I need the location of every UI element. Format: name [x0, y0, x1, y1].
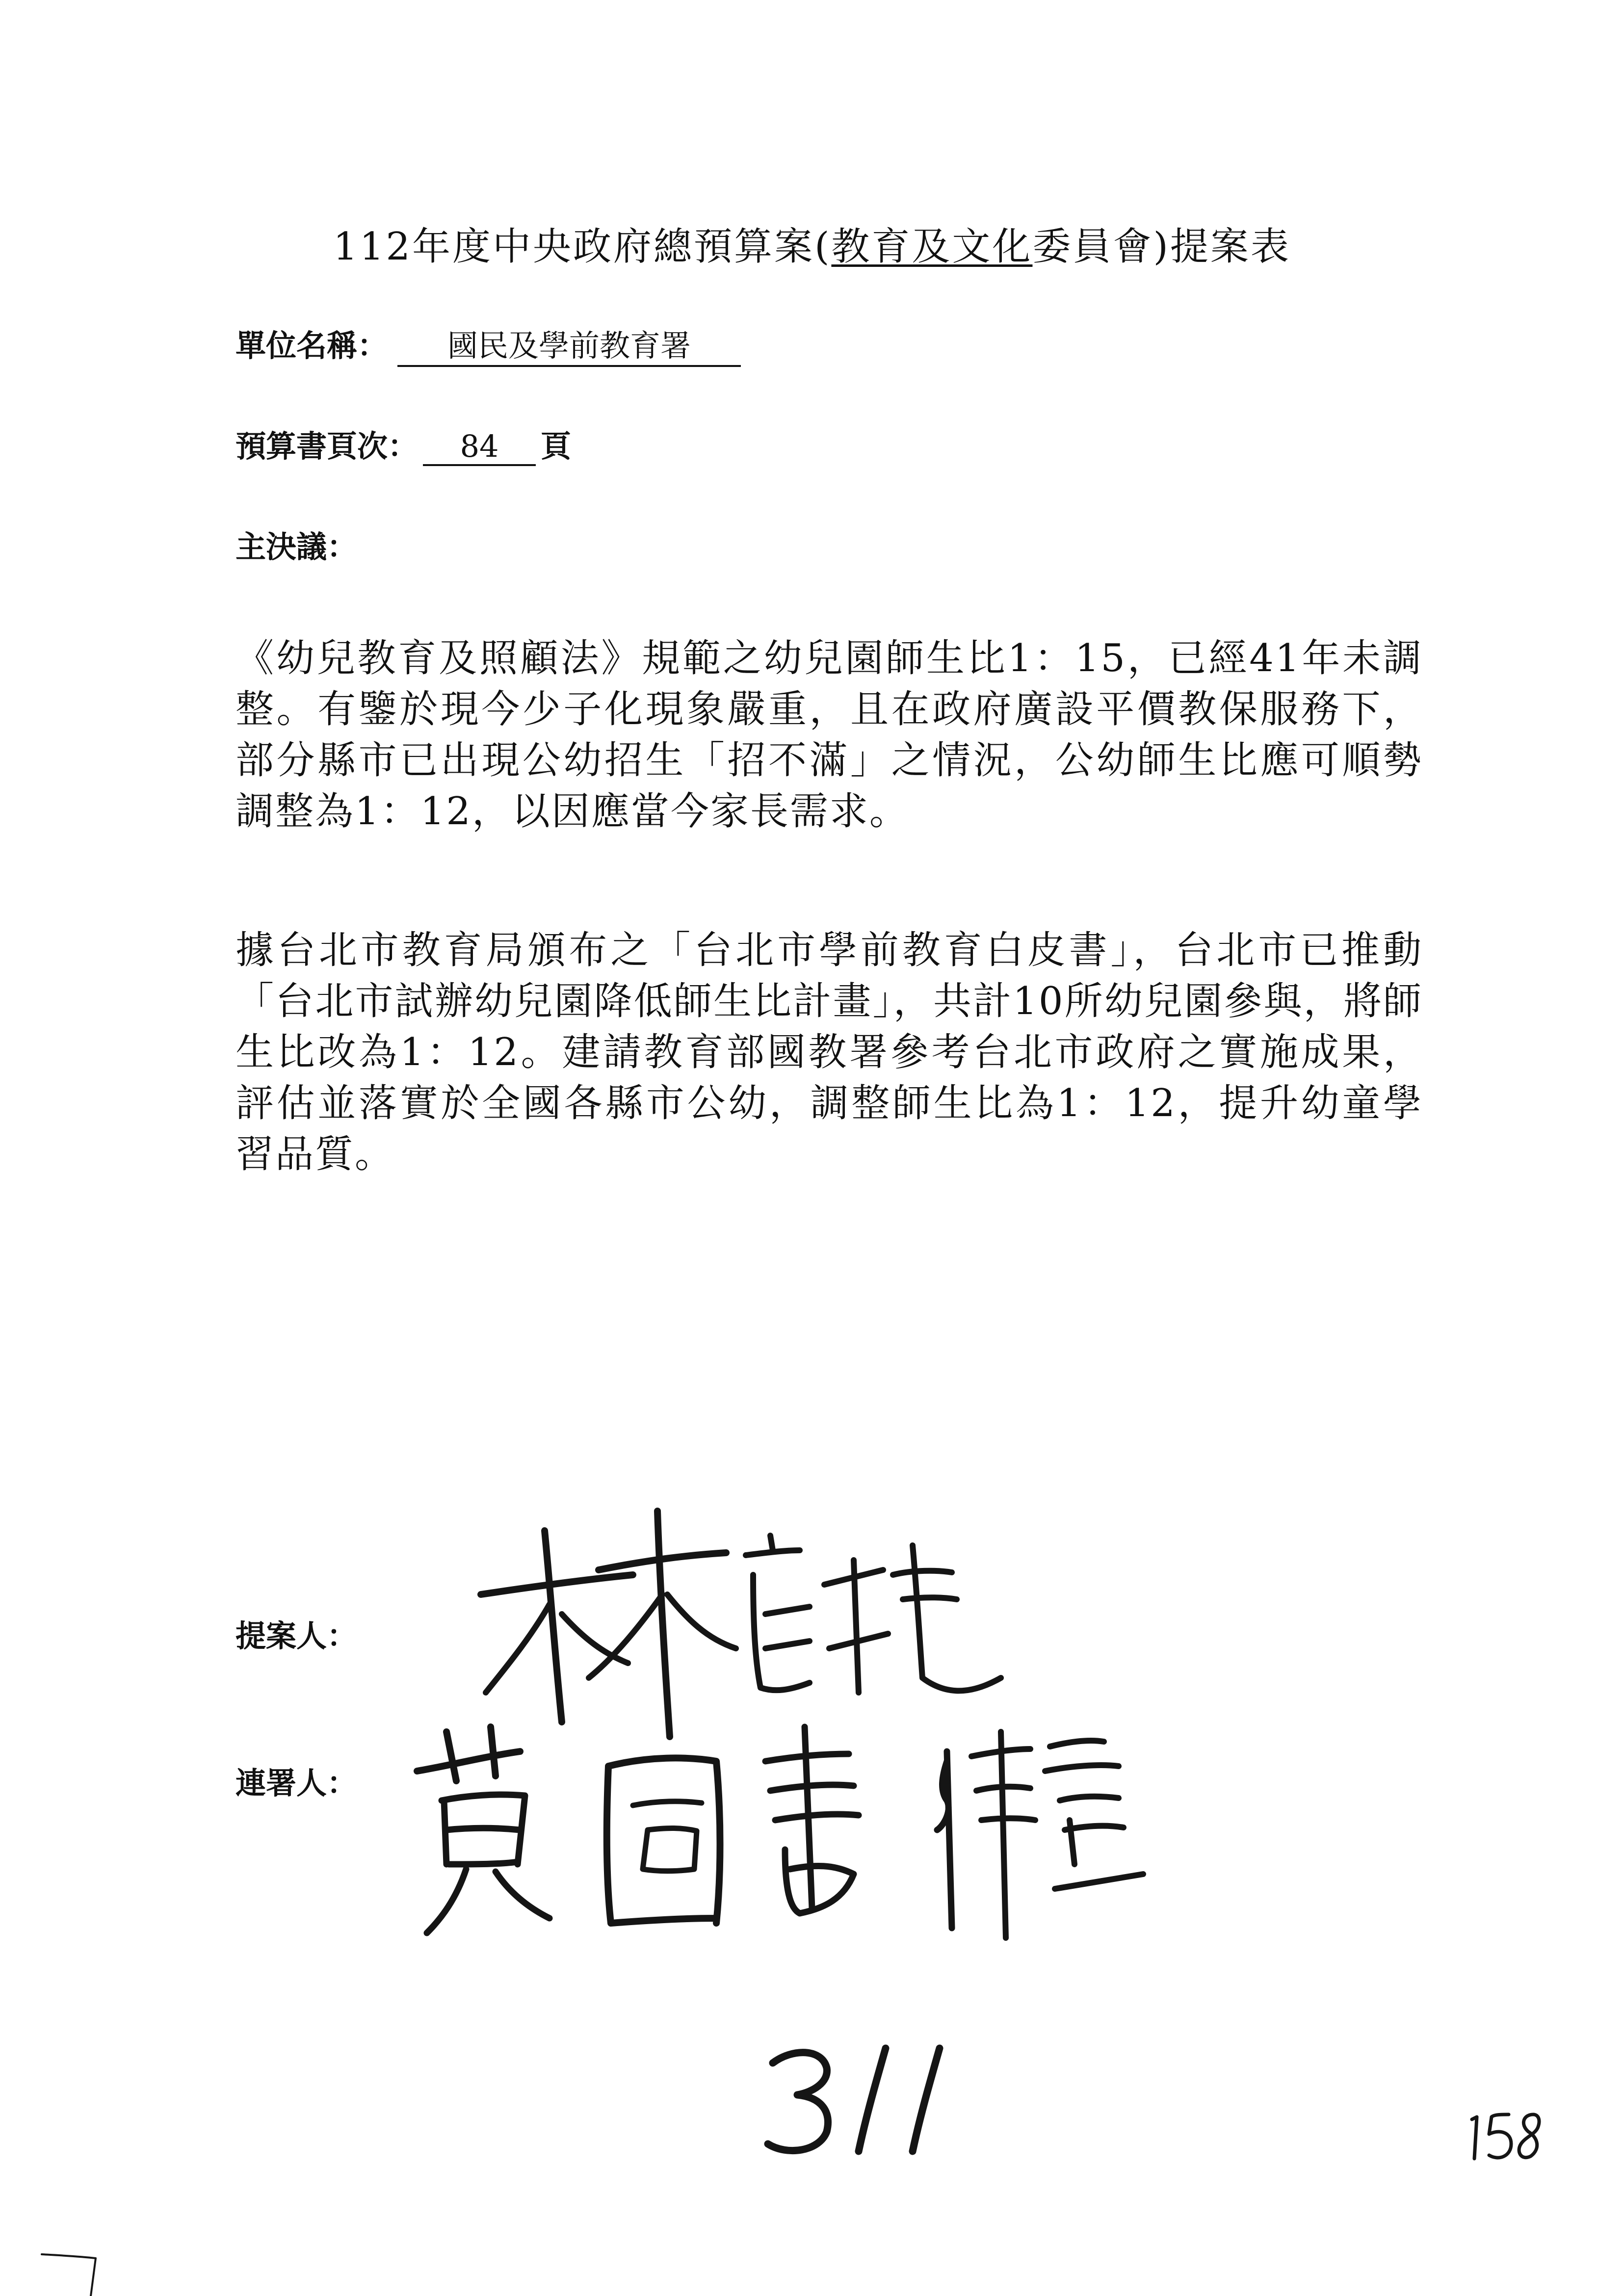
- unit-value: 國民及學前教育署: [397, 321, 741, 367]
- page-unit: 頁: [541, 428, 572, 464]
- page-value: 84: [423, 428, 536, 466]
- resolution-paragraph-1: 《幼兒教育及照顧法》規範之幼兒園師生比1：15，已經41年未調整。有鑒於現今少子化現象嚴重，且在政府廣設平價教保服務下，部分縣市已出現公幼招生「招不滿」之情況，公幼師生比應可順勢調整為1：12，以因應當今家長需求。: [236, 636, 1423, 834]
- page-stamp-glyphs: [1467, 2107, 1550, 2166]
- budget-page-row: [236, 422, 571, 466]
- page-label: 預算書頁次：: [236, 428, 419, 464]
- proposer-label: 提案人：: [236, 1618, 358, 1654]
- title-committee: 教育及文化: [831, 225, 1033, 269]
- title-prefix: 112年度中央政府總預算案(: [333, 225, 832, 269]
- resolution-paragraph-2: 據台北市教育局頒布之「台北市學前教育白皮書」，台北市已推動「台北市試辦幼兒園降低師生比計畫」，共計10所幼兒園參與，將師生比改為1：12。建請教育部國教署參考台北市政府之實施成果，評估並落實於全國各縣市公幼，調整師生比為1：12，提升幼童學習品質。: [236, 928, 1423, 1176]
- corner-scan-mark: [39, 2249, 103, 2296]
- handwritten-number-glyphs: [763, 2038, 949, 2161]
- unit-label: 單位名稱：: [236, 328, 388, 364]
- cosigner-signatures: [412, 1702, 1148, 1957]
- title-suffix: 委員會)提案表: [1032, 225, 1291, 269]
- cosigner-label: 連署人：: [236, 1765, 358, 1801]
- unit-row: [236, 321, 741, 367]
- resolution-label: 主決議：: [236, 529, 358, 565]
- document-title: [0, 216, 1624, 271]
